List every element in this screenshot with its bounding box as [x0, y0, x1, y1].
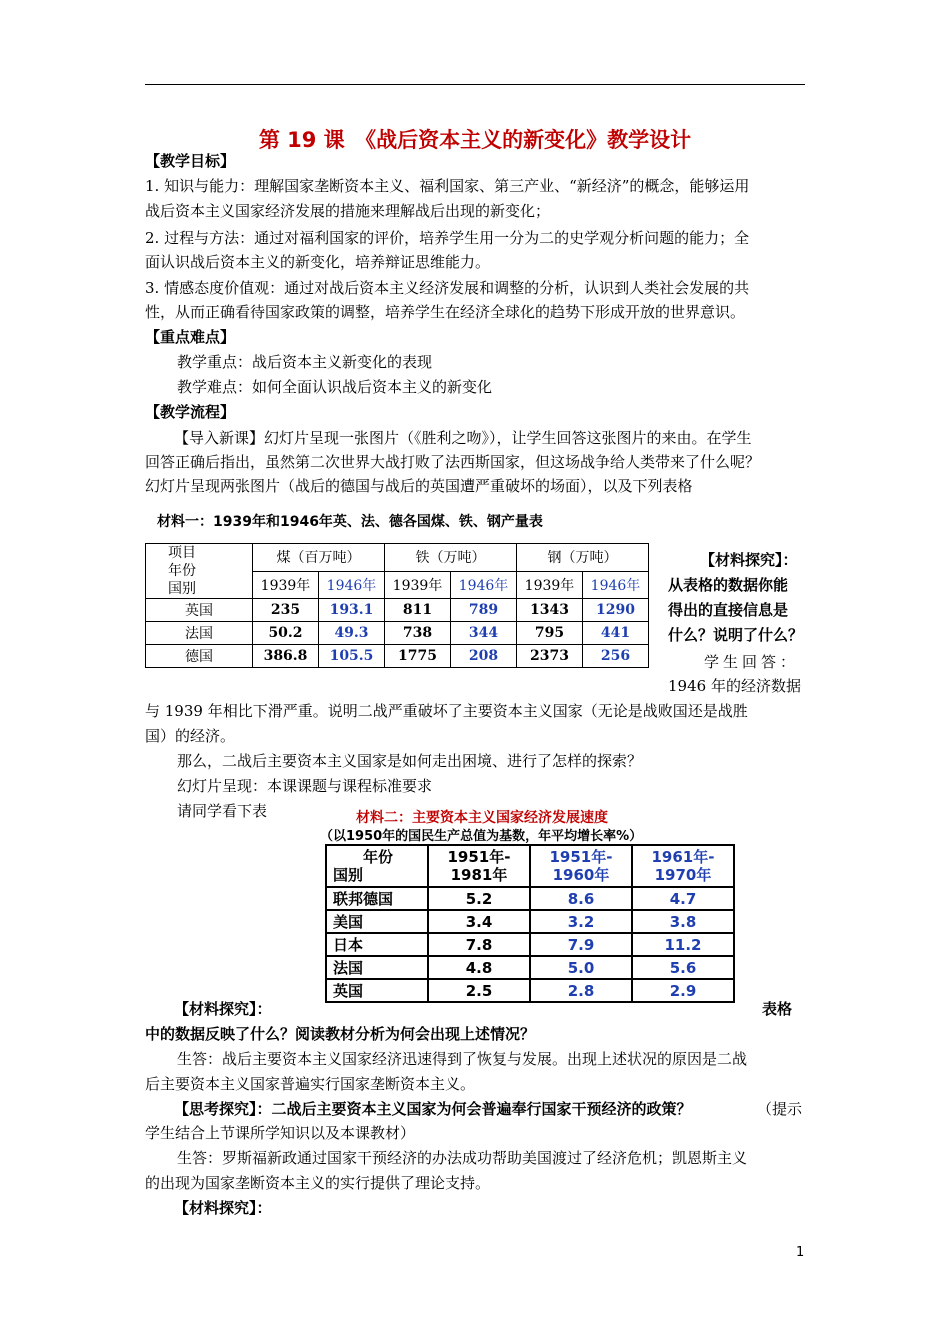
page-title: 第 19 课 《战后资本主义的新变化》教学设计: [258, 128, 692, 152]
answer-line-4: 的出现为国家垄断资本主义的实行提供了理论支持。: [145, 1174, 491, 1192]
table2-cell: 2.9: [632, 979, 734, 1002]
table-row: [146, 599, 649, 622]
table1-cell: 2373: [517, 645, 583, 668]
table2-country: 美国: [326, 910, 428, 933]
table2-cell: 4.8: [428, 956, 530, 979]
growth-table: [325, 844, 735, 1003]
table2-cell: 8.6: [530, 887, 632, 910]
table1-country: 法国: [146, 622, 253, 645]
table1-year: 1946年: [451, 571, 517, 599]
key-heading: 【重点难点】: [145, 328, 236, 346]
intro-line-1: 【导入新课】幻灯片呈现一张图片（《胜利之吻》），让学生回答这张图片的来由。在学生: [174, 429, 752, 447]
after-table1-line-5: 请同学看下表: [177, 802, 268, 820]
goal-2-line-1: 2. 过程与方法：通过对福利国家的评价，培养学生用一分为二的史学观分析问题的能力；全: [145, 229, 750, 247]
after-table1-line-4: 幻灯片呈现：本课课题与课程标准要求: [177, 777, 433, 795]
table1-cell: 1343: [517, 599, 583, 622]
table1-cell: 386.8: [253, 645, 319, 668]
table2-cell: 4.7: [632, 887, 734, 910]
table2-header: 1961年- 1970年: [632, 845, 734, 887]
side-answer-label: 学生回答：: [704, 653, 800, 671]
key-point: 教学重点：战后资本主义新变化的表现: [177, 353, 433, 371]
table2-cell: 2.5: [428, 979, 530, 1002]
table1-cell: 344: [451, 622, 517, 645]
table1-cell: 795: [517, 622, 583, 645]
table1-caption: 材料一：1939年和1946年英、法、德各国煤、铁、钢产量表: [157, 514, 543, 530]
goal-1-line-2: 战后资本主义国家经济发展的措施来理解战后出现的新变化；: [145, 202, 551, 220]
table2-cell: 5.6: [632, 956, 734, 979]
think-label: 【思考探究】：二战后主要资本主义国家为何会普遍奉行国家干预经济的政策？: [174, 1100, 692, 1118]
table2-cell: 7.9: [530, 933, 632, 956]
table1-cell: 256: [583, 645, 649, 668]
table1-cell: 441: [583, 622, 649, 645]
table1-cell: 49.3: [319, 622, 385, 645]
table1-cell: 789: [451, 599, 517, 622]
table-row: [326, 887, 734, 910]
table2-cell: 3.8: [632, 910, 734, 933]
side-question-1: 从表格的数据你能: [668, 576, 789, 594]
think-line-2: 学生结合上节课所学知识以及本课教材）: [145, 1124, 416, 1142]
goal-3-line-2: 性，从而正确看待国家政策的调整，培养学生在经济全球化的趋势下形成开放的世界意识。: [145, 303, 746, 321]
table1-cell: 50.2: [253, 622, 319, 645]
table2-cell: 5.0: [530, 956, 632, 979]
table2-country: 英国: [326, 979, 428, 1002]
table1-corner: 项目 年份 国别: [146, 544, 253, 599]
table1-cell: 193.1: [319, 599, 385, 622]
goals-heading: 【教学目标】: [145, 152, 236, 170]
table2-cell: 3.2: [530, 910, 632, 933]
table2-subcaption: （以1950年的国民生产总值为基数，年平均增长率%）: [320, 829, 643, 844]
table2-country: 联邦德国: [326, 887, 428, 910]
table2-cell: 5.2: [428, 887, 530, 910]
table2-cell: 7.8: [428, 933, 530, 956]
after-table1-line-3: 那么，二战后主要资本主义国家是如何走出困境、进行了怎样的探索？: [177, 752, 643, 770]
table-row: [326, 933, 734, 956]
table1-group-steel: 钢（万吨）: [517, 544, 649, 572]
table2-country: 日本: [326, 933, 428, 956]
header-rule: [145, 84, 805, 85]
goal-2-line-2: 面认识战后资本主义的新变化，培养辩证思维能力。: [145, 253, 491, 271]
think-note: （提示: [757, 1100, 803, 1118]
flow-heading: 【教学流程】: [145, 403, 236, 421]
table1-year: 1939年: [385, 571, 451, 599]
probe-2-label: 【材料探究】：: [174, 1199, 272, 1217]
table1-year: 1939年: [253, 571, 319, 599]
table1-group-coal: 煤（百万吨）: [253, 544, 385, 572]
table1-cell: 235: [253, 599, 319, 622]
side-question-3: 什么？说明了什么？: [668, 626, 804, 644]
table1-group-iron: 铁（万吨）: [385, 544, 517, 572]
table1-cell: 811: [385, 599, 451, 622]
table1-country: 英国: [146, 599, 253, 622]
table1-year: 1939年: [517, 571, 583, 599]
table2-cell: 11.2: [632, 933, 734, 956]
table2-cell: 2.8: [530, 979, 632, 1002]
table1-cell: 105.5: [319, 645, 385, 668]
answer-line-1: 生答：战后主要资本主义国家经济迅速得到了恢复与发展。出现上述状况的原因是二战: [177, 1050, 748, 1068]
probe-tail: 表格: [762, 1000, 793, 1018]
table2-header: 1951年- 1981年: [428, 845, 530, 887]
table1-country: 德国: [146, 645, 253, 668]
table1-year: 1946年: [583, 571, 649, 599]
table-row: [146, 645, 649, 668]
table1-cell: 738: [385, 622, 451, 645]
key-difficulty: 教学难点：如何全面认识战后资本主义的新变化: [177, 378, 493, 396]
answer-line-3: 生答：罗斯福新政通过国家干预经济的办法成功帮助美国渡过了经济危机；凯恩斯主义: [177, 1149, 748, 1167]
side-question-2: 得出的直接信息是: [668, 601, 789, 619]
table-row: [326, 956, 734, 979]
table-row: [326, 910, 734, 933]
table1-cell: 1775: [385, 645, 451, 668]
table1-cell: 1290: [583, 599, 649, 622]
intro-line-2: 回答正确后指出，虽然第二次世界大战打败了法西斯国家，但这场战争给人类带来了什么呢？: [145, 453, 761, 471]
after-table1-line-1: 与 1939 年相比下滑严重。说明二战严重破坏了主要资本主义国家（无论是战败国还是战胜: [145, 702, 748, 720]
side-probe-heading: 【材料探究】：: [700, 551, 798, 569]
table1-cell: 208: [451, 645, 517, 668]
intro-line-3: 幻灯片呈现两张图片（战后的德国与战后的英国遭严重破坏的场面），以及下列表格: [145, 477, 693, 495]
probe-label: 【材料探究】：: [174, 1000, 272, 1018]
table-row: [146, 622, 649, 645]
goal-3-line-1: 3. 情感态度价值观：通过对战后资本主义经济发展和调整的分析，认识到人类社会发展的共: [145, 279, 750, 297]
answer-line-2: 后主要资本主义国家普遍实行国家垄断资本主义。: [145, 1075, 476, 1093]
table2-header: 1951年- 1960年: [530, 845, 632, 887]
table2-caption: 材料二：主要资本主义国家经济发展速度: [356, 810, 608, 826]
production-table: [145, 543, 649, 668]
page-number: 1: [796, 1245, 805, 1260]
table1-year: 1946年: [319, 571, 385, 599]
table2-corner: 年份 国别: [326, 845, 428, 887]
after-table1-line-2: 国）的经济。: [145, 727, 236, 745]
goal-1-line-1: 1. 知识与能力：理解国家垄断资本主义、福利国家、第三产业、“新经济”的概念，能够运用: [145, 177, 750, 195]
table2-cell: 3.4: [428, 910, 530, 933]
probe-question: 中的数据反映了什么？阅读教材分析为何会出现上述情况？: [145, 1025, 536, 1043]
table2-country: 法国: [326, 956, 428, 979]
side-answer-line: 1946 年的经济数据: [668, 677, 801, 695]
